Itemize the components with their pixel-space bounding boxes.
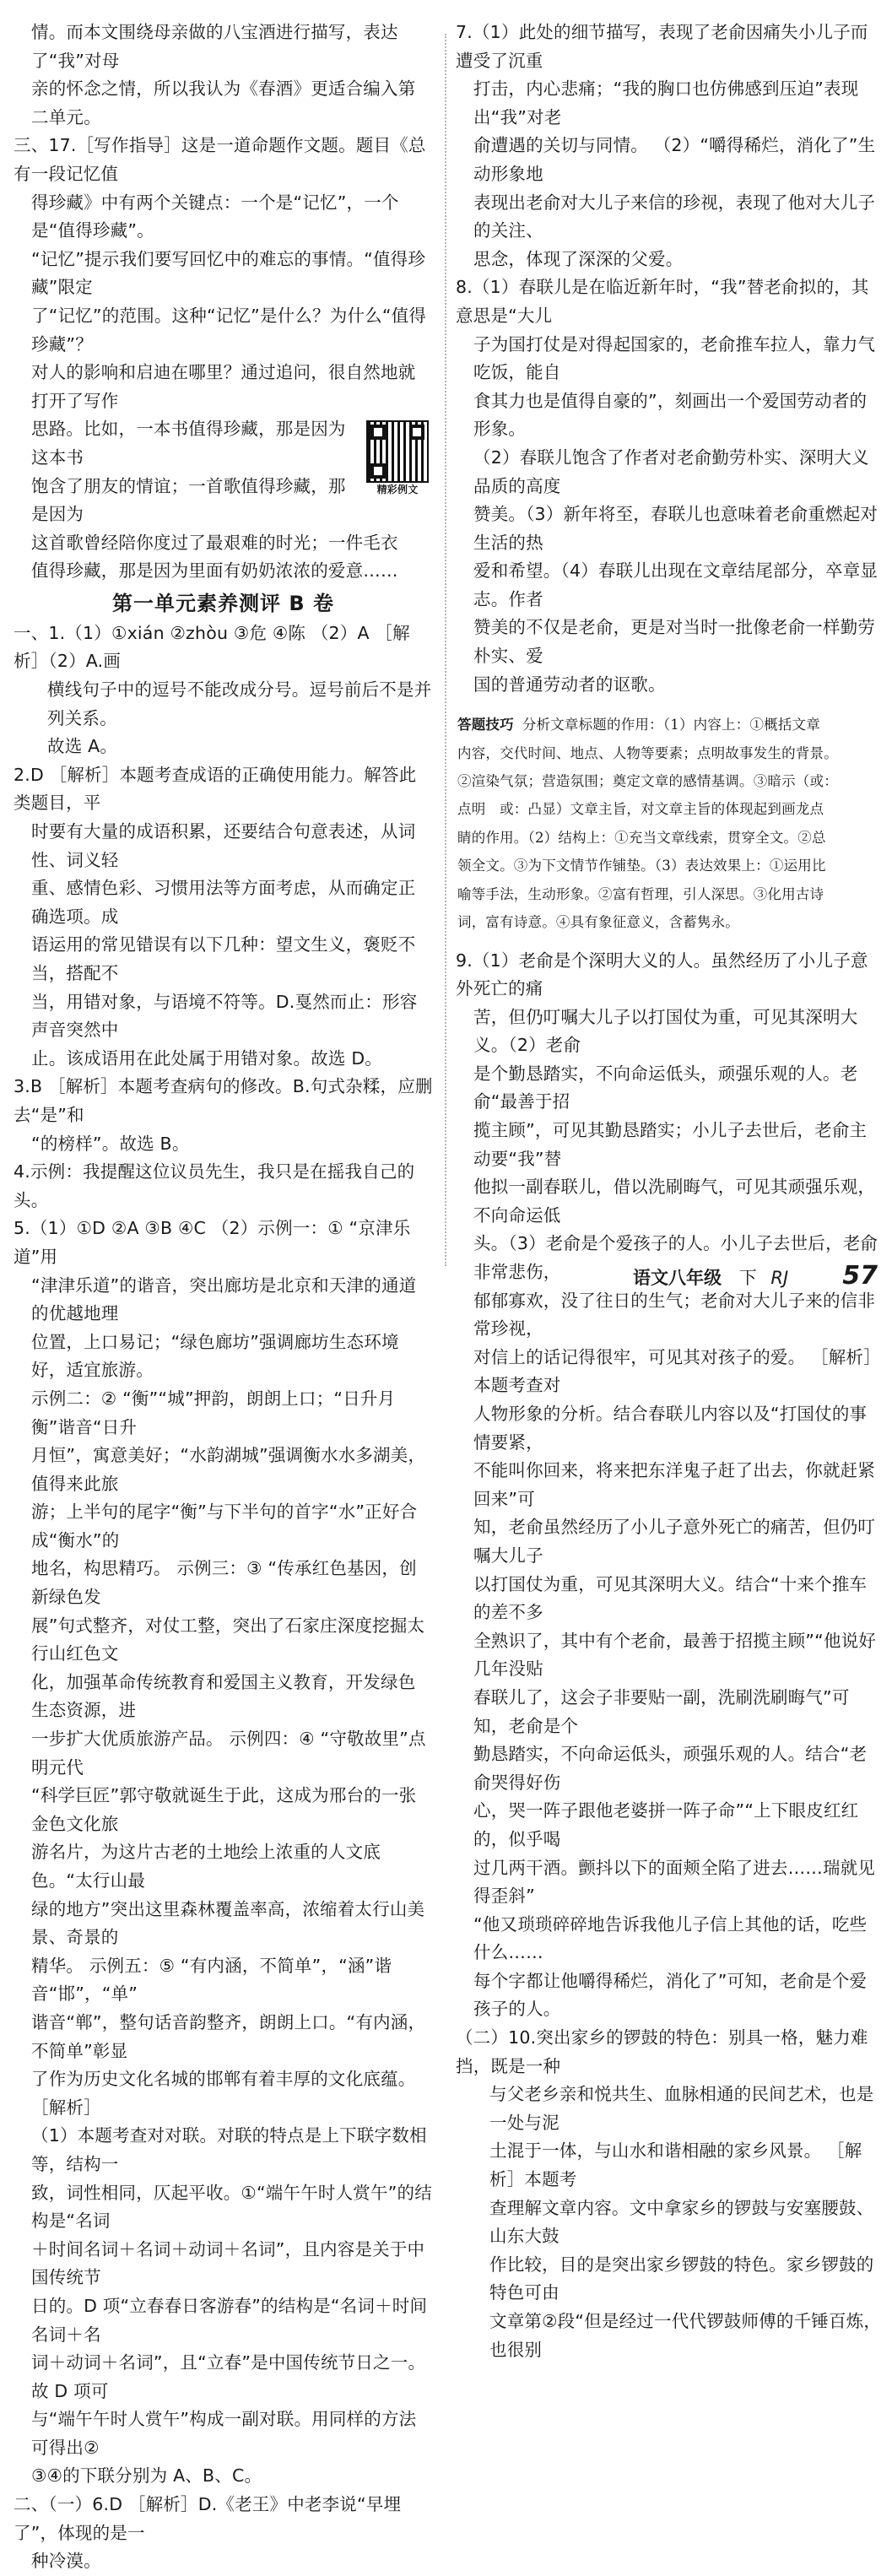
text-line: ＋时间名词＋名词＋动词＋名词”，且内容是关于中国传统节 xyxy=(31,2238,425,2288)
text-line: 化，加强革命传统教育和爱国主义教育，开发绿色生态资源，进 xyxy=(31,1671,416,1721)
text-line: 以打国仗为重，可见其深明大义。结合“十来个推车的差不多 xyxy=(473,1573,868,1623)
text-line: 思路。比如，一本书值得珍藏，那是因为这本书 xyxy=(31,419,346,468)
qr-code-block[interactable] xyxy=(362,420,433,496)
text-line: （二）10.突出家乡的锣鼓的特色：别具一格，魅力难挡，既是一种 xyxy=(456,2027,868,2076)
tip-line: ②渲染气氛；营造氛围；奠定文章的感情基调。③暗示（或： xyxy=(457,773,838,790)
tip-row xyxy=(457,795,882,823)
text-line: “津津乐道”的谐音，突出廊坊是北京和天津的通道的优越地理 xyxy=(31,1274,417,1324)
text-line: 得珍藏》中有两个关键点：一个是“记忆”，一个是“值得珍藏”。 xyxy=(31,192,399,241)
text-line: 食其力也是值得自豪的”，刻画出一个爱国劳动者的形象。 xyxy=(473,390,868,440)
text-line: 二、（一）6.D ［解析］D.《老王》中老李说“早埋了”，体现的是一 xyxy=(14,2494,402,2543)
text-line: 情。而本文围绕母亲做的八宝酒进行描写，表达了“我”对母 xyxy=(31,22,398,71)
text-line: 赞美的不仅是老俞，更是对当时一批像老俞一样勤劳朴实、爱 xyxy=(473,617,876,667)
footer-volume: 下 xyxy=(738,1268,757,1288)
text-line: 一、1.（1）①xián ②zhòu ③危 ④陈 （2）A ［解析］（2）A.画 xyxy=(14,622,410,672)
right-column xyxy=(456,19,882,2364)
left-column xyxy=(14,19,433,2576)
tip-line: 睛的作用。（2）结构上：①充当文章线索，贯穿全文。②总 xyxy=(457,829,826,846)
tip-line: 领全文。③为下文情节作铺垫。（3）表达效果上：①运用比 xyxy=(457,858,826,874)
text-line: 止。该成语用在此处属于用错对象。故选 D。 xyxy=(31,1047,383,1069)
text-line: （2）春联儿饱含了作者对老俞勤劳朴实、深明大义品质的高度 xyxy=(473,446,869,496)
tip-row xyxy=(457,739,882,767)
text-line: 对人的影响和启迪在哪里？通过追问，很自然地就打开了写作 xyxy=(31,362,416,411)
text-line: 致，词性相同，仄起平收。①“端午午时人赏午”的结构是“名词 xyxy=(31,2182,432,2232)
text-line: 俞遭遇的关切与同情。 （2）“嚼得稀烂，消化了”生动形象地 xyxy=(473,135,876,184)
text-line: 土混于一体，与山水和谐相融的家乡风景。 ［解析］本题考 xyxy=(489,2140,862,2190)
text-line: 赞美。（3）新年将至，春联儿也意味着老俞重燃起对生活的热 xyxy=(473,504,878,553)
answer-tip-text xyxy=(457,711,882,936)
qr-caption: 精彩例文 xyxy=(376,484,419,496)
text-line: 示例二：② “衡”“城”押韵，朗朗上口；“日升月衡”谐音“日升 xyxy=(31,1388,396,1437)
text-line: 表现出老俞对大儿子来信的珍视，表现了他对大儿子的关注、 xyxy=(473,192,876,241)
page-footer xyxy=(633,1263,886,1293)
tip-line: 词，富有诗意。④具有象征意义，含蓄隽永。 xyxy=(457,914,739,931)
text-line: “他又琐琐碎碎地告诉我他儿子信上其他的话，吃些什么…… xyxy=(473,1913,868,1963)
text-line: 游；上半句的尾字“衡”与下半句的首字“水”正好合成“衡水”的 xyxy=(31,1502,418,1550)
text-line: 爱和希望。（4）春联儿出现在文章结尾部分，卒章显志。作者 xyxy=(473,560,878,609)
footer-edition: RJ xyxy=(770,1268,789,1288)
text-line: 不能叫你回来，将来把东洋鬼子赶了出去，你就赶紧回来”可 xyxy=(473,1460,876,1509)
tip-row xyxy=(457,908,882,936)
answer-tip-box xyxy=(456,711,882,936)
text-line: 对信上的话记得很牢，可见其对孩子的爱。 ［解析］本题考查对 xyxy=(473,1346,881,1396)
text-line: 当，用错对象，与语境不符等。D.戛然而止：形容声音突然中 xyxy=(31,991,418,1041)
tip-row xyxy=(457,824,882,852)
text-line: 9.（1）老俞是个深明大义的人。虽然经历了小儿子意外死亡的痛 xyxy=(456,950,868,999)
text-line: 三、17.［写作指导］这是一道命题作文题。题目《总有一段记忆值 xyxy=(14,135,426,184)
text-line: 绿的地方”突出这里森林覆盖率高，浓缩着太行山美景、奇景的 xyxy=(31,1898,425,1948)
text-line: 国的普通劳动者的讴歌。 xyxy=(473,674,666,695)
text-line: 与“端午午时人赏午”构成一副对联。用同样的方法可得出② xyxy=(31,2409,417,2458)
answer-tip-heading: 答题技巧 xyxy=(457,717,514,733)
page-number: 57 xyxy=(842,1261,878,1291)
text-line: 他拟一副春联儿，借以洗刷晦气，可见其顽强乐观，不向命运低 xyxy=(473,1177,876,1226)
text-line: 一步扩大优质旅游产品。 示例四：④ “守敬故里”点明元代 xyxy=(31,1729,426,1778)
tip-line: 点明 或：凸显）文章主旨，对文章主旨的体现起到画龙点 xyxy=(457,801,824,818)
column-divider xyxy=(445,34,446,1266)
text-line: 2.D ［解析］本题考查成语的正确使用能力。解答此类题目，平 xyxy=(14,764,417,814)
text-line: ③④的下联分别为 A、B、C。 xyxy=(31,2465,262,2487)
text-line: 月恒”，寓意美好；“水韵湖城”强调衡水水多湖美，值得来此旅 xyxy=(31,1445,426,1494)
text-line: 值得珍藏，那是因为里面有奶奶浓浓的爱意…… xyxy=(31,560,398,582)
text-line: 过几两干酒。颤抖以下的面颊全陷了进去……瑞就见得歪斜” xyxy=(473,1857,876,1907)
tip-row xyxy=(457,711,882,739)
left-top-block xyxy=(14,19,433,415)
text-line: 郁郁寡欢，没了往日的生气；老俞对大儿子来的信非常珍视， xyxy=(473,1290,876,1339)
text-line: 饱含了朋友的情谊；一首歌值得珍藏，那是因为 xyxy=(31,475,346,525)
text-line: 子为国打仗是对得起国家的，老俞推车拉人，靠力气吃饭，能自 xyxy=(473,333,876,383)
text-line: 词＋动词＋名词”，且“立春”是中国传统节日之一。故 D 项可 xyxy=(31,2352,426,2401)
text-line: 时要有大量的成语积累，还要结合句意表述，从词性、词义轻 xyxy=(31,821,416,870)
text-line: 横线句子中的逗号不能改成分号。逗号前后不是并列关系。 xyxy=(47,679,432,728)
text-line: 全熟识了，其中有个老俞，最善于招揽主顾”“他说好几年没贴 xyxy=(473,1630,877,1680)
text-line: 5.（1）①D ②A ③B ④C （2）示例一：① “京津乐道”用 xyxy=(14,1218,411,1267)
text-line: 是个勤恳踏实，不向命运低头，顽强乐观的人。老俞“最善于招 xyxy=(473,1063,858,1112)
text-line: 4.示例：我提醒这位议员先生，我只是在摇我自己的头。 xyxy=(14,1161,415,1210)
text-line: “科学巨匠”郭守敬就诞生于此，这成为邢台的一张金色文化旅 xyxy=(31,1785,417,1834)
text-line: 心，哭一阵子跟他老婆拼一阵子命”“上下眼皮红红的，似乎喝 xyxy=(473,1800,859,1849)
text-line: 7.（1）此处的细节描写，表现了老俞因痛失小儿子而遭受了沉重 xyxy=(456,22,868,71)
text-line: 日的。D 项“立春春日客游春”的结构是“名词＋时间名词＋名 xyxy=(31,2295,428,2345)
answer-block-right-top xyxy=(456,19,882,699)
text-line: 查理解文章内容。文中拿家乡的锣鼓与安塞腰鼓、山东大鼓 xyxy=(489,2197,874,2247)
text-line: 作比较，目的是突出家乡锣鼓的特色。家乡锣鼓的特色可由 xyxy=(489,2254,874,2303)
text-line: 头。（3）老俞是个爱孩子的人。小儿子去世后，老俞非常悲伤， xyxy=(473,1233,878,1283)
text-line: 3.B ［解析］本题考查病句的修改。B.句式杂糅，应删去“是”和 xyxy=(14,1076,433,1125)
text-line: （1）本题考查对对联。对联的特点是上下联字数相等，结构一 xyxy=(31,2125,427,2174)
text-line: 每个字都让他嚼得稀烂，消化了”可知，老俞是个爱孩子的人。 xyxy=(473,1970,868,2020)
answer-block-right-bottom xyxy=(456,947,882,2365)
text-line: 种冷漠。 xyxy=(31,2551,101,2572)
text-line: 打击，内心悲痛；“我的胸口也仿佛感到压迫”表现出“我”对老 xyxy=(473,78,859,127)
text-line: “的榜样”。故选 B。 xyxy=(31,1133,190,1154)
tip-line: 喻等手法，生动形象。②富有哲理，引人深思。③化用古诗 xyxy=(457,885,824,902)
text-line: 精华。 示例五：⑤ “有内涵，不简单”，“涵”谐音“邯”，“单” xyxy=(31,1955,392,2005)
text-line: 地名，构思精巧。 示例三：③ “传承红色基因，创新绿色发 xyxy=(31,1558,417,1608)
tip-line: 分析文章标题的作用：（1）内容上：①概括文章 xyxy=(522,717,820,733)
text-line: 8.（1）春联儿是在临近新年时，“我”替老俞拟的，其意思是“大儿 xyxy=(456,277,869,326)
text-line: 苦，但仍叮嘱大儿子以打国仗为重，可见其深明大义。（2）老俞 xyxy=(473,1006,858,1056)
text-line: 谐音“郸”，整句话音韵整齐，朗朗上口。“有内涵，不简单”彰显 xyxy=(31,2011,426,2061)
essay-example-block xyxy=(14,415,433,586)
text-line: 人物形象的分析。结合春联儿内容以及“打国仗的事情要紧， xyxy=(473,1404,868,1453)
text-line: 文章第②段“但是经过一代代锣鼓师傅的千锤百炼，也很别 xyxy=(489,2311,882,2360)
text-line: 知，老俞虽然经历了小儿子意外死亡的痛苦，但仍叮嘱大儿子 xyxy=(473,1517,876,1566)
tip-row xyxy=(457,880,882,908)
text-line: 勤恳踏实，不向命运低头，顽强乐观的人。结合“老俞哭得好伤 xyxy=(473,1744,868,1793)
text-line: 了作为历史文化名城的邯郸有着丰厚的文化底蕴。 ［解析］ xyxy=(31,2069,416,2118)
qr-code-icon[interactable] xyxy=(366,420,429,483)
text-line: 展”句式整齐，对仗工整，突出了石家庄深度挖掘太行山红色文 xyxy=(31,1615,425,1664)
tip-row xyxy=(457,852,882,879)
text-line: 与父老乡亲和悦共生、血脉相通的民间艺术，也是一处与泥 xyxy=(489,2084,874,2133)
text-line: 这首歌曾经陪你度过了最艰难的时光；一件毛衣 xyxy=(31,532,398,553)
answer-block-left xyxy=(14,620,433,2576)
text-line: 春联儿了，这会子非要贴一副，洗刷洗刷晦气”可知，老俞是个 xyxy=(473,1686,850,1736)
text-line: 游名片，为这片古老的土地绘上浓重的人文底色。“太行山最 xyxy=(31,1842,381,1891)
text-line: 语运用的常见错误有以下几种：望文生义，褒贬不当，搭配不 xyxy=(31,934,416,983)
tip-line: 内容，交代时间、地点、人物等要素；点明故事发生的背景。 xyxy=(457,744,838,761)
footer-subject: 语文八年级 xyxy=(633,1268,722,1288)
text-line: 重、感情色彩、习惯用法等方面考虑，从而确定正确选项。成 xyxy=(31,878,416,927)
text-line: 故选 A。 xyxy=(47,736,118,757)
text-line: “记忆”提示我们要写回忆中的难忘的事情。“值得珍藏”限定 xyxy=(31,248,426,298)
text-line: 揽主顾”，可见其勤恳踏实；小儿子去世后，老俞主动要“我”替 xyxy=(473,1120,868,1169)
text-line: 亲的怀念之情，所以我认为《春酒》更适合编入第二单元。 xyxy=(31,78,416,127)
tip-row xyxy=(457,767,882,795)
text-line: 位置，上口易记；“绿色廊坊”强调廊坊生态环境好，适宜旅游。 xyxy=(31,1331,399,1381)
section-title: 第一单元素养测评 B 卷 xyxy=(111,591,334,615)
text-line: 了“记忆”的范围。这种“记忆”是什么？为什么“值得珍藏”？ xyxy=(31,305,427,354)
text-line: 思念，体现了深深的父爱。 xyxy=(473,248,684,269)
